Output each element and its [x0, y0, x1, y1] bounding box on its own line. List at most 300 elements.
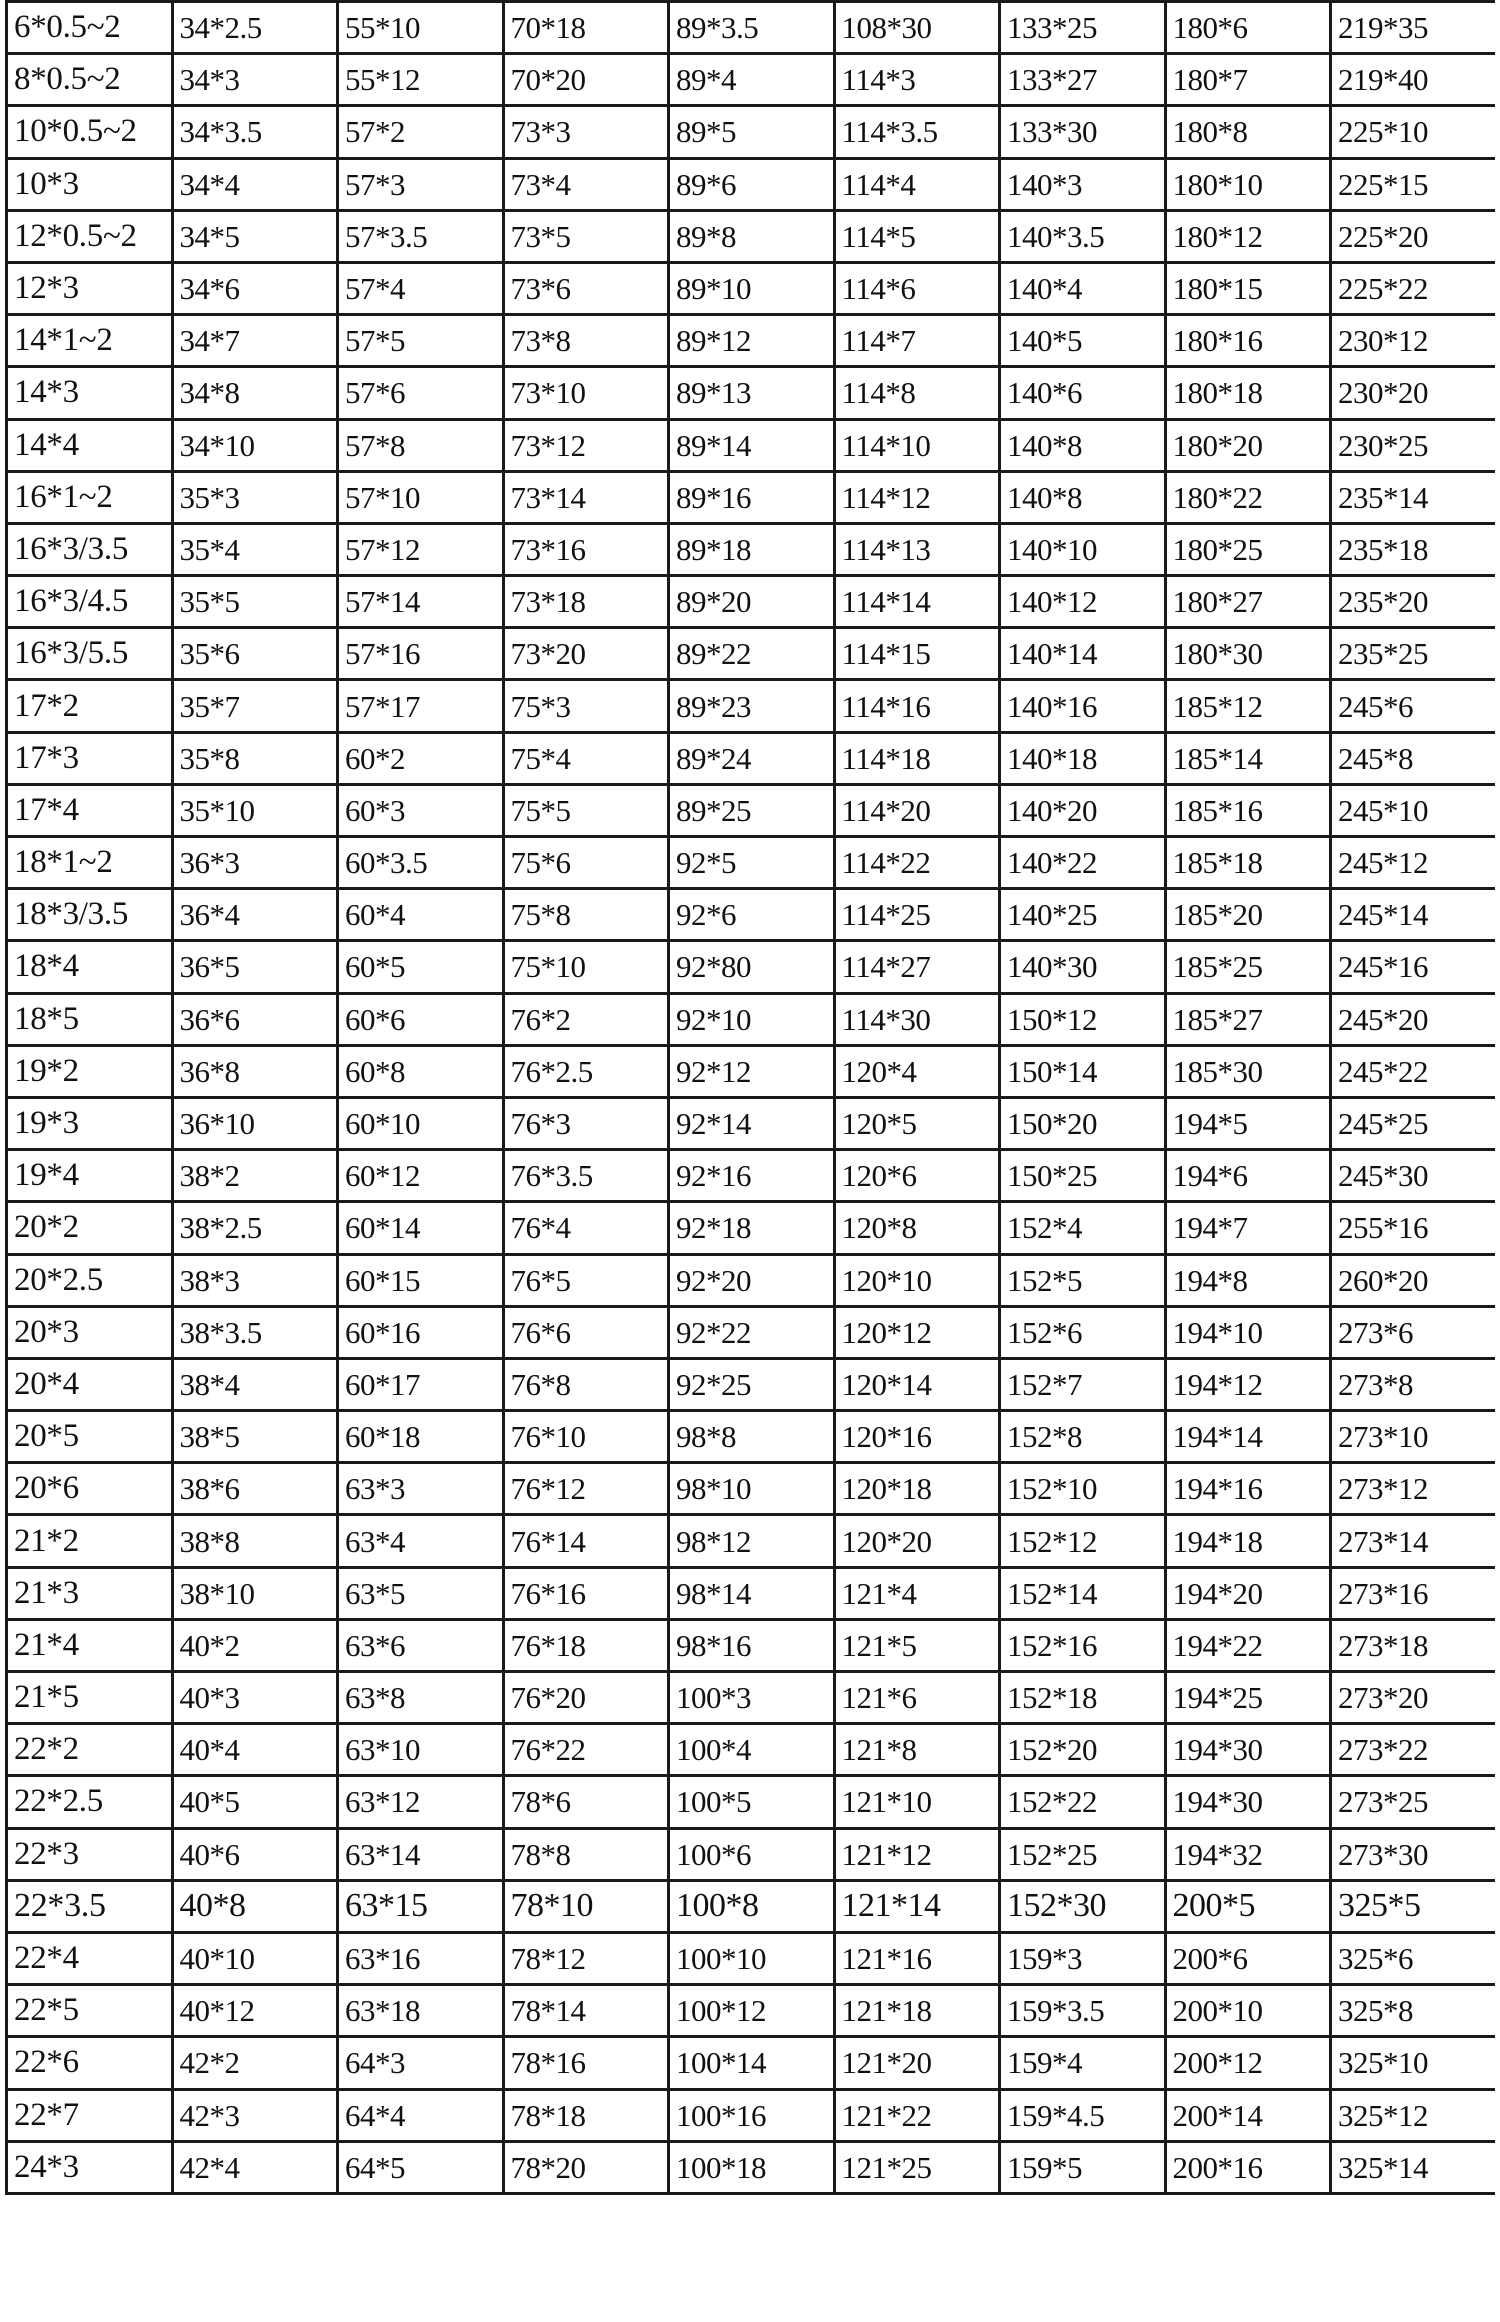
table-cell: 140*3.5 [1000, 210, 1166, 262]
table-cell: 21*4 [7, 1619, 173, 1671]
table-row [7, 1776, 1496, 1828]
table-cell: 75*5 [503, 784, 669, 836]
table-cell: 114*3 [834, 54, 1000, 106]
table-cell: 194*14 [1165, 1411, 1331, 1463]
table-cell: 140*20 [1000, 784, 1166, 836]
table-cell: 89*22 [669, 628, 835, 680]
table-cell: 78*8 [503, 1828, 669, 1880]
table-row [7, 1254, 1496, 1306]
table-cell: 245*12 [1331, 837, 1496, 889]
table-cell: 120*5 [834, 1097, 1000, 1149]
table-cell: 140*22 [1000, 837, 1166, 889]
table-cell: 245*16 [1331, 941, 1496, 993]
table-cell: 16*1~2 [7, 471, 173, 523]
table-cell: 76*6 [503, 1306, 669, 1358]
table-cell: 152*8 [1000, 1411, 1166, 1463]
table-cell: 152*14 [1000, 1567, 1166, 1619]
table-cell: 63*4 [338, 1515, 504, 1567]
table-cell: 89*16 [669, 471, 835, 523]
table-cell: 121*22 [834, 2089, 1000, 2141]
table-cell: 180*8 [1165, 106, 1331, 158]
table-cell: 121*8 [834, 1724, 1000, 1776]
table-cell: 35*4 [172, 523, 338, 575]
table-cell: 325*5 [1331, 1880, 1496, 1932]
table-cell: 273*14 [1331, 1515, 1496, 1567]
table-row [7, 210, 1496, 262]
table-cell: 73*14 [503, 471, 669, 523]
table-cell: 100*12 [669, 1985, 835, 2037]
table-cell: 114*8 [834, 367, 1000, 419]
table-cell: 21*3 [7, 1567, 173, 1619]
table-cell: 89*12 [669, 315, 835, 367]
table-cell: 273*12 [1331, 1463, 1496, 1515]
table-cell: 78*6 [503, 1776, 669, 1828]
table-cell: 38*3 [172, 1254, 338, 1306]
table-cell: 20*3 [7, 1306, 173, 1358]
table-cell: 63*18 [338, 1985, 504, 2037]
table-cell: 185*16 [1165, 784, 1331, 836]
table-cell: 120*12 [834, 1306, 1000, 1358]
table-cell: 63*15 [338, 1880, 504, 1932]
table-cell: 114*22 [834, 837, 1000, 889]
table-cell: 60*10 [338, 1097, 504, 1149]
table-cell: 78*14 [503, 1985, 669, 2037]
table-cell: 73*10 [503, 367, 669, 419]
table-cell: 16*3/5.5 [7, 628, 173, 680]
table-cell: 76*3 [503, 1097, 669, 1149]
table-cell: 325*12 [1331, 2089, 1496, 2141]
table-cell: 185*12 [1165, 680, 1331, 732]
table-row [7, 523, 1496, 575]
table-cell: 180*6 [1165, 2, 1331, 54]
table-cell: 22*3 [7, 1828, 173, 1880]
table-cell: 14*3 [7, 367, 173, 419]
table-cell: 98*14 [669, 1567, 835, 1619]
table-cell: 73*8 [503, 315, 669, 367]
table-cell: 35*10 [172, 784, 338, 836]
table-cell: 73*16 [503, 523, 669, 575]
table-cell: 89*4 [669, 54, 835, 106]
table-row [7, 1045, 1496, 1097]
table-cell: 8*0.5~2 [7, 54, 173, 106]
table-cell: 140*3 [1000, 158, 1166, 210]
table-cell: 121*14 [834, 1880, 1000, 1932]
table-cell: 64*5 [338, 2141, 504, 2193]
table-cell: 225*20 [1331, 210, 1496, 262]
table-cell: 273*8 [1331, 1358, 1496, 1410]
table-row [7, 628, 1496, 680]
table-cell: 38*3.5 [172, 1306, 338, 1358]
table-cell: 76*3.5 [503, 1150, 669, 1202]
table-cell: 40*4 [172, 1724, 338, 1776]
table-cell: 140*5 [1000, 315, 1166, 367]
table-cell: 245*20 [1331, 993, 1496, 1045]
table-cell: 180*15 [1165, 262, 1331, 314]
table-cell: 225*15 [1331, 158, 1496, 210]
table-row [7, 2089, 1496, 2141]
table-cell: 200*12 [1165, 2037, 1331, 2089]
table-cell: 64*4 [338, 2089, 504, 2141]
table-row [7, 1411, 1496, 1463]
table-cell: 76*20 [503, 1672, 669, 1724]
table-cell: 121*20 [834, 2037, 1000, 2089]
table-cell: 60*16 [338, 1306, 504, 1358]
table-cell: 180*10 [1165, 158, 1331, 210]
table-cell: 92*10 [669, 993, 835, 1045]
table-cell: 40*8 [172, 1880, 338, 1932]
table-cell: 140*25 [1000, 889, 1166, 941]
table-cell: 180*27 [1165, 576, 1331, 628]
table-cell: 36*3 [172, 837, 338, 889]
table-cell: 18*5 [7, 993, 173, 1045]
table-cell: 200*14 [1165, 2089, 1331, 2141]
table-cell: 235*20 [1331, 576, 1496, 628]
table-cell: 245*25 [1331, 1097, 1496, 1149]
table-cell: 17*4 [7, 784, 173, 836]
table-cell: 260*20 [1331, 1254, 1496, 1306]
table-cell: 40*2 [172, 1619, 338, 1671]
table-cell: 19*2 [7, 1045, 173, 1097]
table-cell: 38*2.5 [172, 1202, 338, 1254]
table-cell: 114*25 [834, 889, 1000, 941]
table-row [7, 941, 1496, 993]
table-cell: 159*3 [1000, 1932, 1166, 1984]
table-cell: 98*8 [669, 1411, 835, 1463]
table-cell: 75*10 [503, 941, 669, 993]
table-cell: 194*12 [1165, 1358, 1331, 1410]
table-cell: 194*5 [1165, 1097, 1331, 1149]
table-row [7, 315, 1496, 367]
table-cell: 18*3/3.5 [7, 889, 173, 941]
table-cell: 273*25 [1331, 1776, 1496, 1828]
table-cell: 42*3 [172, 2089, 338, 2141]
table-cell: 92*80 [669, 941, 835, 993]
table-cell: 180*20 [1165, 419, 1331, 471]
table-cell: 38*6 [172, 1463, 338, 1515]
table-cell: 200*6 [1165, 1932, 1331, 1984]
table-cell: 114*27 [834, 941, 1000, 993]
table-cell: 92*25 [669, 1358, 835, 1410]
table-cell: 16*3/3.5 [7, 523, 173, 575]
table-cell: 75*3 [503, 680, 669, 732]
table-cell: 57*5 [338, 315, 504, 367]
table-cell: 73*4 [503, 158, 669, 210]
table-cell: 152*6 [1000, 1306, 1166, 1358]
pipe-size-table [5, 0, 1495, 2195]
table-cell: 92*20 [669, 1254, 835, 1306]
table-cell: 63*5 [338, 1567, 504, 1619]
table-cell: 121*6 [834, 1672, 1000, 1724]
table-row [7, 1985, 1496, 2037]
table-cell: 76*14 [503, 1515, 669, 1567]
table-cell: 140*6 [1000, 367, 1166, 419]
table-cell: 70*18 [503, 2, 669, 54]
table-cell: 89*18 [669, 523, 835, 575]
table-cell: 73*12 [503, 419, 669, 471]
table-cell: 180*30 [1165, 628, 1331, 680]
table-cell: 73*3 [503, 106, 669, 158]
table-cell: 38*8 [172, 1515, 338, 1567]
table-cell: 108*30 [834, 2, 1000, 54]
table-cell: 273*10 [1331, 1411, 1496, 1463]
table-cell: 63*16 [338, 1932, 504, 1984]
table-cell: 245*14 [1331, 889, 1496, 941]
table-cell: 34*3 [172, 54, 338, 106]
table-row [7, 784, 1496, 836]
table-cell: 100*16 [669, 2089, 835, 2141]
table-cell: 21*5 [7, 1672, 173, 1724]
table-cell: 120*16 [834, 1411, 1000, 1463]
table-cell: 194*16 [1165, 1463, 1331, 1515]
table-cell: 325*10 [1331, 2037, 1496, 2089]
table-cell: 325*6 [1331, 1932, 1496, 1984]
table-cell: 22*7 [7, 2089, 173, 2141]
table-cell: 133*25 [1000, 2, 1166, 54]
table-cell: 36*4 [172, 889, 338, 941]
table-cell: 24*3 [7, 2141, 173, 2193]
table-cell: 219*35 [1331, 2, 1496, 54]
table-cell: 219*40 [1331, 54, 1496, 106]
table-cell: 133*30 [1000, 106, 1166, 158]
table-cell: 114*13 [834, 523, 1000, 575]
table-cell: 34*8 [172, 367, 338, 419]
table-cell: 159*5 [1000, 2141, 1166, 2193]
table-row [7, 419, 1496, 471]
table-cell: 185*14 [1165, 732, 1331, 784]
table-cell: 35*3 [172, 471, 338, 523]
table-cell: 121*5 [834, 1619, 1000, 1671]
table-row [7, 158, 1496, 210]
table-row [7, 1515, 1496, 1567]
table-row [7, 1932, 1496, 1984]
table-cell: 20*2.5 [7, 1254, 173, 1306]
table-cell: 114*30 [834, 993, 1000, 1045]
table-cell: 18*1~2 [7, 837, 173, 889]
table-cell: 114*15 [834, 628, 1000, 680]
table-cell: 60*2 [338, 732, 504, 784]
table-cell: 185*18 [1165, 837, 1331, 889]
table-cell: 20*5 [7, 1411, 173, 1463]
table-cell: 121*4 [834, 1567, 1000, 1619]
table-cell: 140*18 [1000, 732, 1166, 784]
table-row [7, 471, 1496, 523]
table-cell: 245*6 [1331, 680, 1496, 732]
table-cell: 21*2 [7, 1515, 173, 1567]
table-cell: 100*4 [669, 1724, 835, 1776]
table-cell: 114*10 [834, 419, 1000, 471]
table-cell: 10*3 [7, 158, 173, 210]
table-cell: 73*18 [503, 576, 669, 628]
table-cell: 194*8 [1165, 1254, 1331, 1306]
table-row [7, 1567, 1496, 1619]
table-cell: 120*8 [834, 1202, 1000, 1254]
table-cell: 63*8 [338, 1672, 504, 1724]
table-cell: 273*6 [1331, 1306, 1496, 1358]
table-cell: 22*6 [7, 2037, 173, 2089]
table-cell: 133*27 [1000, 54, 1166, 106]
table-cell: 245*30 [1331, 1150, 1496, 1202]
table-cell: 19*4 [7, 1150, 173, 1202]
table-cell: 140*30 [1000, 941, 1166, 993]
table-cell: 152*12 [1000, 1515, 1166, 1567]
table-cell: 22*2 [7, 1724, 173, 1776]
table-cell: 40*5 [172, 1776, 338, 1828]
table-cell: 75*6 [503, 837, 669, 889]
table-cell: 14*1~2 [7, 315, 173, 367]
table-cell: 76*2 [503, 993, 669, 1045]
table-cell: 245*8 [1331, 732, 1496, 784]
table-row [7, 2037, 1496, 2089]
table-row [7, 1672, 1496, 1724]
table-cell: 194*32 [1165, 1828, 1331, 1880]
table-row [7, 1619, 1496, 1671]
table-cell: 40*10 [172, 1932, 338, 1984]
table-cell: 180*25 [1165, 523, 1331, 575]
table-cell: 89*20 [669, 576, 835, 628]
table-cell: 63*6 [338, 1619, 504, 1671]
table-cell: 150*20 [1000, 1097, 1166, 1149]
table-cell: 34*4 [172, 158, 338, 210]
table-cell: 22*4 [7, 1932, 173, 1984]
table-cell: 55*12 [338, 54, 504, 106]
table-cell: 152*10 [1000, 1463, 1166, 1515]
table-cell: 150*12 [1000, 993, 1166, 1045]
table-cell: 273*30 [1331, 1828, 1496, 1880]
table-cell: 34*3.5 [172, 106, 338, 158]
table-cell: 57*10 [338, 471, 504, 523]
table-cell: 200*10 [1165, 1985, 1331, 2037]
table-cell: 92*22 [669, 1306, 835, 1358]
table-cell: 36*6 [172, 993, 338, 1045]
table-cell: 273*22 [1331, 1724, 1496, 1776]
table-cell: 35*8 [172, 732, 338, 784]
table-cell: 185*25 [1165, 941, 1331, 993]
table-cell: 194*6 [1165, 1150, 1331, 1202]
table-cell: 200*16 [1165, 2141, 1331, 2193]
table-cell: 76*18 [503, 1619, 669, 1671]
table-cell: 76*2.5 [503, 1045, 669, 1097]
table-cell: 36*10 [172, 1097, 338, 1149]
table-row [7, 1150, 1496, 1202]
table-cell: 57*8 [338, 419, 504, 471]
table-cell: 60*15 [338, 1254, 504, 1306]
table-cell: 92*18 [669, 1202, 835, 1254]
table-cell: 225*10 [1331, 106, 1496, 158]
table-cell: 35*6 [172, 628, 338, 680]
table-cell: 89*14 [669, 419, 835, 471]
table-cell: 38*2 [172, 1150, 338, 1202]
table-cell: 60*18 [338, 1411, 504, 1463]
table-cell: 150*14 [1000, 1045, 1166, 1097]
table-cell: 120*10 [834, 1254, 1000, 1306]
table-cell: 185*27 [1165, 993, 1331, 1045]
table-cell: 60*4 [338, 889, 504, 941]
table-cell: 194*20 [1165, 1567, 1331, 1619]
table-cell: 60*5 [338, 941, 504, 993]
table-cell: 114*4 [834, 158, 1000, 210]
table-cell: 89*23 [669, 680, 835, 732]
table-cell: 22*5 [7, 1985, 173, 2037]
table-row [7, 2, 1496, 54]
table-cell: 152*20 [1000, 1724, 1166, 1776]
table-cell: 57*12 [338, 523, 504, 575]
table-cell: 78*10 [503, 1880, 669, 1932]
table-cell: 57*6 [338, 367, 504, 419]
table-cell: 325*14 [1331, 2141, 1496, 2193]
table-row [7, 1202, 1496, 1254]
table-cell: 57*3.5 [338, 210, 504, 262]
table-cell: 20*4 [7, 1358, 173, 1410]
table-cell: 140*8 [1000, 419, 1166, 471]
table-cell: 60*14 [338, 1202, 504, 1254]
table-cell: 114*5 [834, 210, 1000, 262]
table-cell: 121*18 [834, 1985, 1000, 2037]
table-cell: 78*12 [503, 1932, 669, 1984]
table-cell: 159*3.5 [1000, 1985, 1166, 2037]
table-row [7, 367, 1496, 419]
table-cell: 100*18 [669, 2141, 835, 2193]
table-cell: 140*12 [1000, 576, 1166, 628]
table-cell: 121*12 [834, 1828, 1000, 1880]
table-row [7, 106, 1496, 158]
table-cell: 235*18 [1331, 523, 1496, 575]
table-cell: 152*7 [1000, 1358, 1166, 1410]
table-cell: 325*8 [1331, 1985, 1496, 2037]
table-cell: 273*16 [1331, 1567, 1496, 1619]
table-cell: 114*12 [834, 471, 1000, 523]
table-row [7, 837, 1496, 889]
table-cell: 225*22 [1331, 262, 1496, 314]
table-cell: 34*5 [172, 210, 338, 262]
table-cell: 140*14 [1000, 628, 1166, 680]
table-row [7, 2141, 1496, 2193]
table-cell: 57*16 [338, 628, 504, 680]
table-cell: 89*8 [669, 210, 835, 262]
table-cell: 60*8 [338, 1045, 504, 1097]
table-cell: 114*7 [834, 315, 1000, 367]
table-cell: 150*25 [1000, 1150, 1166, 1202]
table-row [7, 262, 1496, 314]
table-cell: 60*6 [338, 993, 504, 1045]
table-cell: 12*3 [7, 262, 173, 314]
table-cell: 18*4 [7, 941, 173, 993]
table-cell: 245*10 [1331, 784, 1496, 836]
table-cell: 89*10 [669, 262, 835, 314]
table-cell: 10*0.5~2 [7, 106, 173, 158]
table-cell: 76*22 [503, 1724, 669, 1776]
table-cell: 140*4 [1000, 262, 1166, 314]
table-cell: 76*16 [503, 1567, 669, 1619]
table-cell: 34*10 [172, 419, 338, 471]
table-cell: 114*18 [834, 732, 1000, 784]
table-cell: 60*12 [338, 1150, 504, 1202]
table-row [7, 1828, 1496, 1880]
table-cell: 76*5 [503, 1254, 669, 1306]
table-cell: 235*14 [1331, 471, 1496, 523]
table-cell: 114*16 [834, 680, 1000, 732]
table-cell: 140*10 [1000, 523, 1166, 575]
table-cell: 185*20 [1165, 889, 1331, 941]
table-cell: 92*12 [669, 1045, 835, 1097]
table-cell: 22*3.5 [7, 1880, 173, 1932]
table-cell: 100*14 [669, 2037, 835, 2089]
table-cell: 273*20 [1331, 1672, 1496, 1724]
table-cell: 114*3.5 [834, 106, 1000, 158]
table-cell: 159*4.5 [1000, 2089, 1166, 2141]
table-cell: 40*12 [172, 1985, 338, 2037]
table-cell: 36*5 [172, 941, 338, 993]
table-cell: 121*25 [834, 2141, 1000, 2193]
